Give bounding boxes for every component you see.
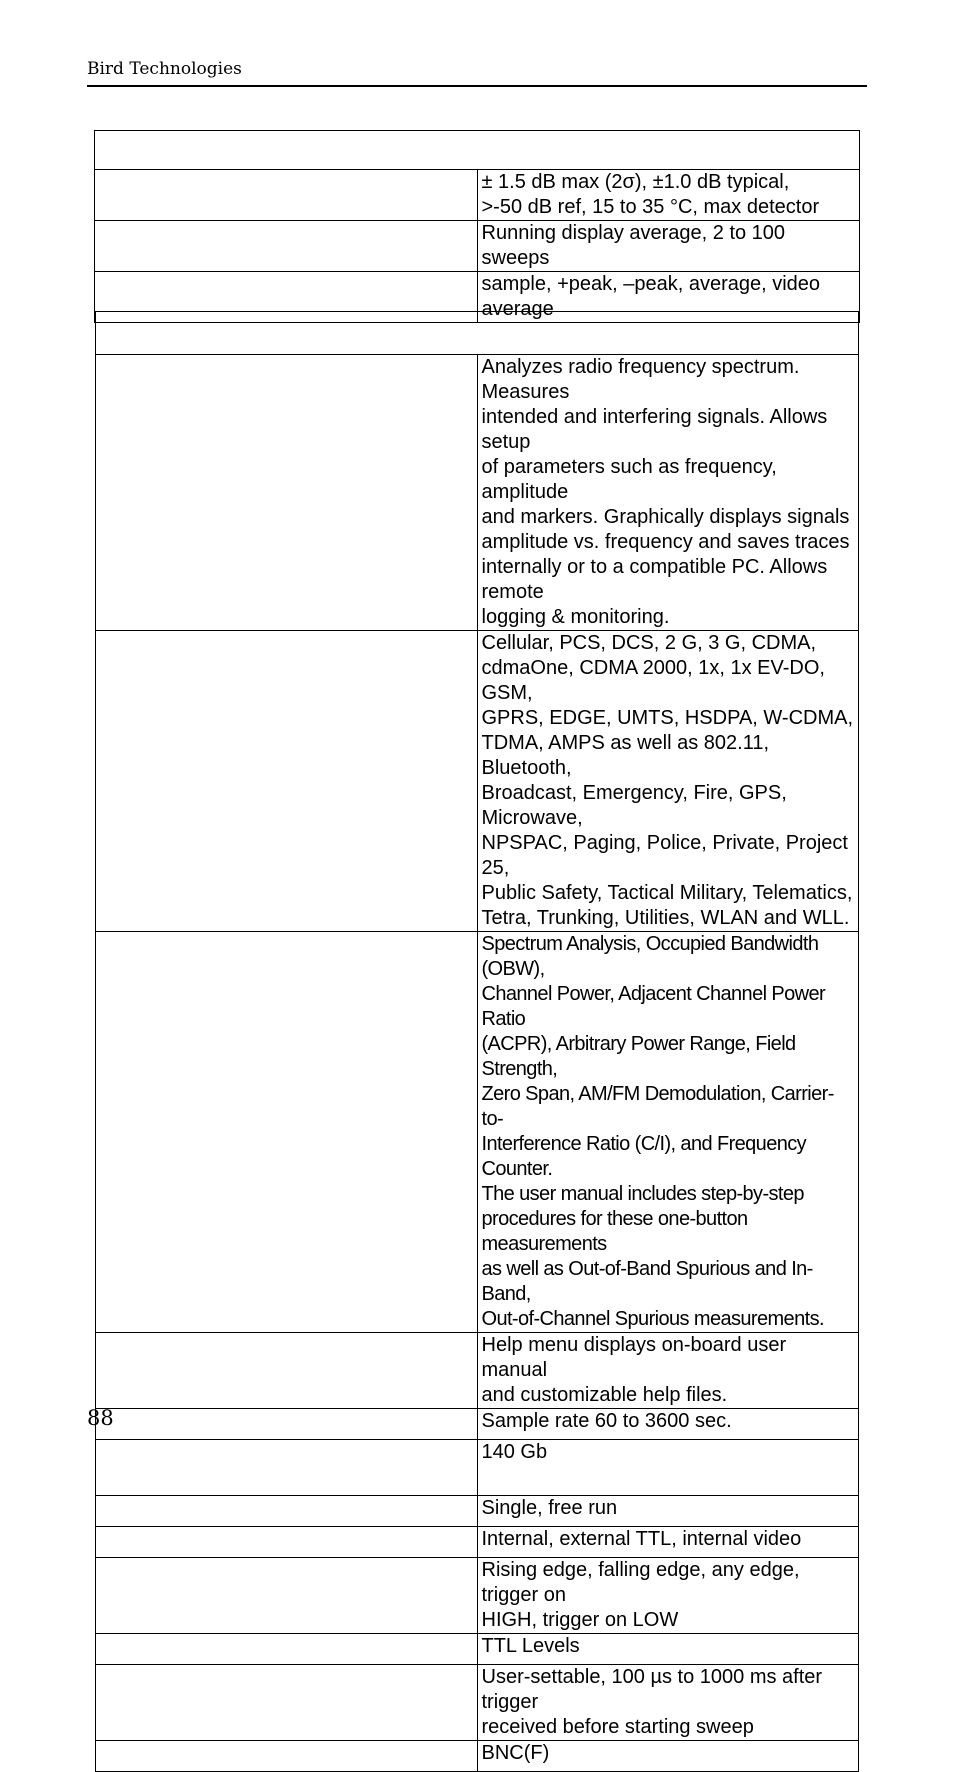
spec-value-cell (477, 1665, 859, 1741)
table-row (95, 221, 860, 272)
spec-value-line: logging & monitoring. (481, 606, 670, 628)
spec-label-cell (96, 1527, 478, 1558)
spec-value-line: intended and interfering signals. Allows setup (481, 406, 828, 453)
spec-value-cell (477, 1527, 859, 1558)
table-row (96, 1333, 859, 1409)
spec-value-line: Out-of-Channel Spurious measurements. (481, 1308, 824, 1330)
table-row (96, 1665, 859, 1741)
spec-value-line: Spectrum Analysis, Occupied Bandwidth (OBW), (481, 933, 819, 980)
spec-value-line: Cellular, PCS, DCS, 2 G, 3 G, CDMA, (481, 632, 817, 654)
table-header-cell (96, 312, 859, 355)
spec-value-line: cdmaOne, CDMA 2000, 1x, 1x EV-DO, GSM, (481, 657, 825, 704)
spec-value-line: amplitude vs. frequency and saves traces (481, 531, 850, 553)
spec-label-cell (96, 1496, 478, 1527)
table-header-row (96, 312, 859, 355)
table-header-row (95, 131, 860, 170)
spec-value-line: Running display average, 2 to 100 sweeps (481, 222, 786, 269)
spec-value-line: Sample rate 60 to 3600 sec. (481, 1410, 732, 1432)
spec-value-line: Analyzes radio frequency spectrum. Measures (481, 356, 800, 403)
spec-label-cell (96, 1558, 478, 1634)
spec-value-cell (477, 170, 860, 221)
table-row (96, 1496, 859, 1527)
spec-value-line: received before starting sweep (481, 1716, 754, 1738)
spec-value-line: average (481, 298, 554, 320)
spec-label-cell (96, 1665, 478, 1741)
table-row (96, 1527, 859, 1558)
table-header-cell (95, 131, 860, 170)
spec-value-line: HIGH, trigger on LOW (481, 1609, 679, 1631)
spec-value-cell (477, 1496, 859, 1527)
spec-value-cell (477, 1333, 859, 1409)
header-rule (87, 85, 867, 87)
spec-value-line: User-settable, 100 µs to 1000 ms after trigger (481, 1666, 823, 1713)
spec-value-line: sample, +peak, –peak, average, video (481, 273, 821, 295)
spec-value-line: procedures for these one-button measurements (481, 1208, 748, 1255)
spec-value-cell (477, 1558, 859, 1634)
spec-label-cell (95, 221, 478, 272)
table-row (95, 170, 860, 221)
spec-value-line: (ACPR), Arbitrary Power Range, Field Strength, (481, 1033, 796, 1080)
running-header: Bird Technologies (87, 59, 242, 79)
spec-label-cell (96, 1634, 478, 1665)
table-row (96, 1440, 859, 1496)
spec-table-features (95, 311, 859, 1772)
spec-label-cell (96, 932, 478, 1333)
spec-value-cell (477, 1440, 859, 1496)
spec-value-cell (477, 221, 860, 272)
spec-value-line: Channel Power, Adjacent Channel Power Ratio (481, 983, 826, 1030)
spec-label-cell (95, 170, 478, 221)
spec-value-cell (477, 1741, 859, 1772)
table-row (96, 355, 859, 631)
spec-value-cell (477, 932, 859, 1333)
table-row (96, 1409, 859, 1440)
table-row (96, 1741, 859, 1772)
page-number: 88 (87, 1406, 114, 1430)
table-row (96, 631, 859, 932)
spec-value-line: Help menu displays on-board user manual (481, 1334, 787, 1381)
spec-label-cell (96, 1741, 478, 1772)
spec-value-line: GPRS, EDGE, UMTS, HSDPA, W-CDMA, (481, 707, 854, 729)
spec-value-cell (477, 1409, 859, 1440)
spec-value-cell (477, 355, 859, 631)
spec-value-line: Zero Span, AM/FM Demodulation, Carrier-to- (481, 1083, 834, 1130)
spec-value-cell (477, 1634, 859, 1665)
spec-label-cell (96, 631, 478, 932)
spec-label-cell (96, 1440, 478, 1496)
table-row (96, 932, 859, 1333)
spec-value-line: TTL Levels (481, 1635, 580, 1657)
spec-value-line: Broadcast, Emergency, Fire, GPS, Microwave, (481, 782, 787, 829)
table-row (96, 1558, 859, 1634)
spec-value-line: NPSPAC, Paging, Police, Private, Project 25, (481, 832, 848, 879)
spec-value-line: TDMA, AMPS as well as 802.11, Bluetooth, (481, 732, 770, 779)
spec-value-line: BNC(F) (481, 1742, 550, 1764)
spec-value-line: Rising edge, falling edge, any edge, trigger on (481, 1559, 800, 1606)
spec-value-line: internally or to a compatible PC. Allows remote (481, 556, 828, 603)
table-row (96, 1634, 859, 1665)
spec-value-line: Interference Ratio (C/I), and Frequency Counter. (481, 1133, 807, 1180)
spec-value-line: 140 Gb (481, 1441, 548, 1463)
spec-table-accuracy (94, 130, 860, 323)
spec-value-line: of parameters such as frequency, amplitude (481, 456, 777, 503)
spec-label-cell (96, 1333, 478, 1409)
spec-label-cell (96, 1409, 478, 1440)
spec-value-line: and customizable help files. (481, 1384, 728, 1406)
spec-value-line: Public Safety, Tactical Military, Telematics, (481, 882, 853, 904)
spec-value-cell (477, 631, 859, 932)
spec-value-line: Internal, external TTL, internal video (481, 1528, 802, 1550)
spec-label-cell (96, 355, 478, 631)
spec-value-line: and markers. Graphically displays signals (481, 506, 850, 528)
spec-value-line: Single, free run (481, 1497, 618, 1519)
spec-value-line: ± 1.5 dB max (2σ), ±1.0 dB typical, (481, 171, 790, 193)
spec-value-line: >-50 dB ref, 15 to 35 °C, max detector (481, 196, 820, 218)
spec-value-line: The user manual includes step-by-step (481, 1183, 804, 1205)
spec-value-line: as well as Out-of-Band Spurious and In-Band, (481, 1258, 813, 1305)
spec-value-line: Tetra, Trunking, Utilities, WLAN and WLL. (481, 907, 850, 929)
